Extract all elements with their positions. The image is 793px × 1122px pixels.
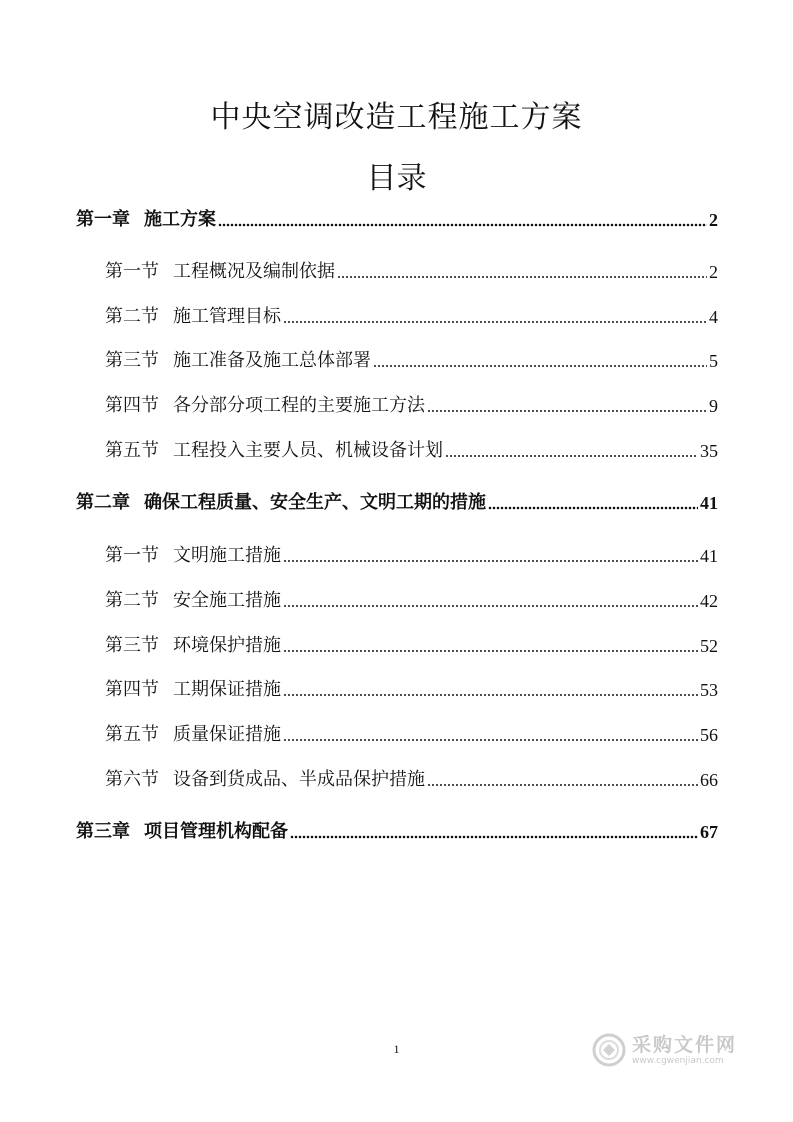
- toc-entry-number: 第六节: [105, 769, 159, 790]
- toc-entry-section[interactable]: [105, 260, 718, 284]
- watermark-url: www.cgwenjian.com: [632, 1055, 724, 1066]
- toc-entry-title: 安全施工措施: [173, 590, 281, 611]
- toc-entry-page: 41: [700, 493, 718, 513]
- toc-dot-leader: [283, 647, 698, 653]
- toc-entry-title: 工程概况及编制依据: [173, 261, 335, 282]
- toc-entry-page: 4: [709, 307, 718, 327]
- toc-entry-section[interactable]: [105, 589, 718, 613]
- toc-dot-leader: [283, 318, 707, 324]
- toc-entry-section[interactable]: [105, 439, 718, 463]
- toc-entry-number: 第一节: [105, 261, 159, 282]
- toc-entry-title: 环境保护措施: [173, 635, 281, 656]
- toc-dot-leader: [373, 362, 707, 368]
- document-title: 中央空调改造工程施工方案: [210, 100, 583, 135]
- toc-entry-title: 质量保证措施: [173, 724, 281, 745]
- toc-dot-leader: [283, 691, 698, 697]
- toc-entry-chapter-1[interactable]: [76, 208, 718, 232]
- toc-entry-section[interactable]: [105, 634, 718, 658]
- watermark-logo-icon: [592, 1033, 626, 1067]
- toc-entry-title: 确保工程质量、安全生产、文明工期的措施: [144, 492, 486, 513]
- toc-dot-leader: [283, 557, 698, 563]
- toc-entry-page: 67: [700, 822, 718, 842]
- toc-dot-leader: [445, 452, 698, 458]
- toc-dot-leader: [427, 407, 707, 413]
- toc-entry-title: 施工管理目标: [173, 306, 281, 327]
- toc-heading: 目录: [366, 161, 427, 196]
- toc-entry-number: 第二章: [76, 492, 130, 513]
- page-number: 1: [393, 1042, 400, 1056]
- toc-entry-page: 2: [709, 210, 718, 230]
- toc-dot-leader: [488, 504, 698, 510]
- toc-entry-title: 设备到货成品、半成品保护措施: [173, 769, 425, 790]
- toc-entry-title: 施工准备及施工总体部署: [173, 350, 371, 371]
- toc-entry-page: 66: [700, 770, 718, 790]
- toc-entry-section[interactable]: [105, 678, 718, 702]
- toc-dot-leader: [337, 273, 707, 279]
- toc-entry-number: 第二节: [105, 306, 159, 327]
- watermark-name: 采购文件网: [632, 1033, 738, 1056]
- toc-entry-number: 第四节: [105, 679, 159, 700]
- toc-dot-leader: [290, 833, 698, 839]
- toc-entry-section[interactable]: [105, 394, 718, 418]
- toc-dot-leader: [283, 602, 698, 608]
- toc-entry-title: 工期保证措施: [173, 679, 281, 700]
- toc-entry-page: 2: [709, 262, 718, 282]
- toc-entry-page: 9: [709, 396, 718, 416]
- toc-entry-section[interactable]: [105, 544, 718, 568]
- toc-entry-section[interactable]: [105, 305, 718, 329]
- toc-dot-leader: [283, 736, 698, 742]
- toc-entry-title: 文明施工措施: [173, 545, 281, 566]
- site-watermark: [592, 1030, 752, 1070]
- toc-entry-number: 第五节: [105, 724, 159, 745]
- toc-dot-leader: [218, 221, 707, 227]
- toc-entry-page: 56: [700, 725, 718, 745]
- toc-entry-page: 52: [700, 636, 718, 656]
- toc-entry-number: 第一节: [105, 545, 159, 566]
- toc-entry-page: 42: [700, 591, 718, 611]
- toc-entry-section[interactable]: [105, 768, 718, 792]
- toc-entry-title: 工程投入主要人员、机械设备计划: [173, 440, 443, 461]
- toc-entry-number: 第三节: [105, 350, 159, 371]
- toc-entry-title: 各分部分项工程的主要施工方法: [173, 395, 425, 416]
- toc-entry-title: 项目管理机构配备: [144, 821, 288, 842]
- toc-entry-title: 施工方案: [144, 209, 216, 230]
- toc-dot-leader: [427, 781, 698, 787]
- toc-entry-chapter-3[interactable]: [76, 820, 718, 844]
- toc-entry-page: 53: [700, 680, 718, 700]
- toc-entry-number: 第四节: [105, 395, 159, 416]
- toc-entry-section[interactable]: [105, 349, 718, 373]
- toc-entry-number: 第一章: [76, 209, 130, 230]
- toc-entry-chapter-2[interactable]: [76, 491, 718, 515]
- toc-entry-number: 第三节: [105, 635, 159, 656]
- toc-entry-page: 35: [700, 441, 718, 461]
- toc-entry-page: 5: [709, 351, 718, 371]
- toc-entry-number: 第三章: [76, 821, 130, 842]
- toc-entry-section[interactable]: [105, 723, 718, 747]
- toc-entry-number: 第二节: [105, 590, 159, 611]
- toc-entry-page: 41: [700, 546, 718, 566]
- toc-entry-number: 第五节: [105, 440, 159, 461]
